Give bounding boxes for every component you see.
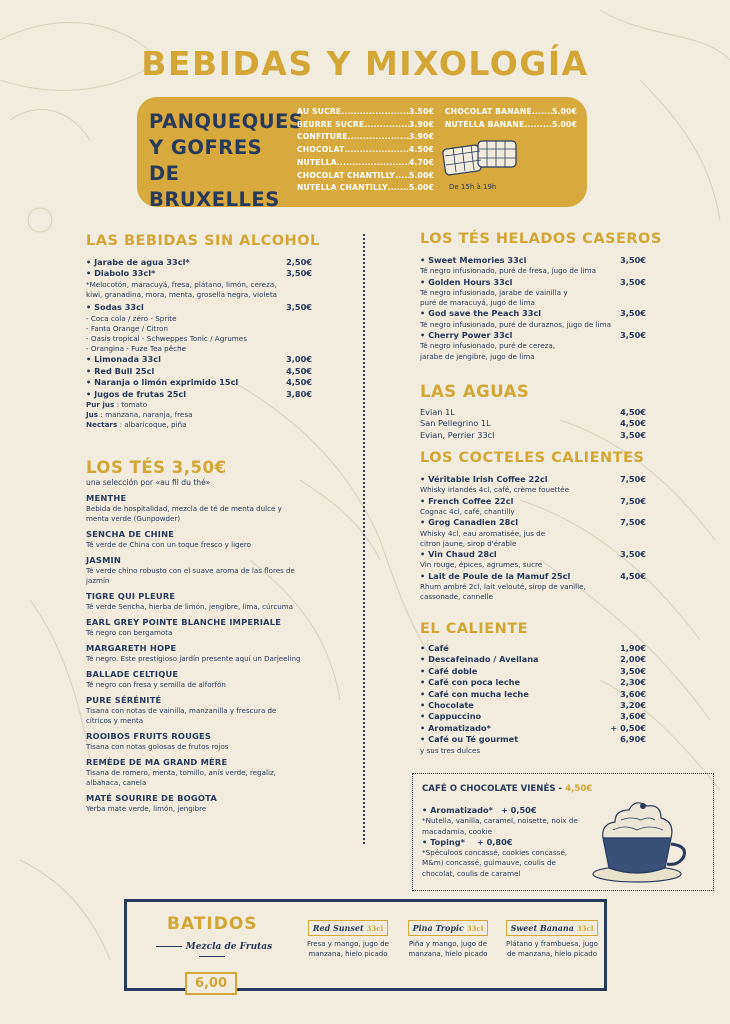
item-description: Té negro infusionado, jarabe de vainilla y puré de maracuyá, jugo de lima	[420, 288, 568, 308]
item-description: y sus tres dulces	[420, 745, 481, 755]
hours-text: De 15h à 19h	[449, 183, 497, 191]
viennois-options	[422, 805, 582, 879]
item-description: Jus : manzana, naranja, fresa	[86, 410, 193, 420]
item-description: Whisky 4cl, eau aromatisée, jus de citron jaune, sirop d'érable	[420, 528, 546, 548]
menu-item: • Café ou Té gourmet 6,90€	[420, 734, 646, 745]
item-description: Whisky irlandés 4cl, café, crème fouettée	[420, 485, 570, 495]
waters-section	[420, 382, 646, 441]
menu-item: • Diabolo 33cl* 3,50€	[86, 268, 312, 279]
tea-description: Tisana con notas de vainilla, manzanilla y frescura de cítricos y menta	[86, 706, 277, 725]
tea-name: MARGARETH HOPE	[86, 643, 177, 653]
coffee-cup-icon	[585, 796, 705, 886]
list-item: CHOCOLAT BANANE ..... 5.00€	[445, 106, 577, 119]
tea-description: Té verde Sencha, hierba de limón, jengibre, lima, cúrcuma	[86, 602, 293, 611]
tea-name: EARL GREY POINTE BLANCHE IMPERIALE	[86, 617, 282, 627]
shake-description: Plátano y frambuesa, jugo de manzana, hielo picado	[506, 940, 598, 958]
item-description: - Orangina - Fuze Tea pêche	[86, 344, 187, 354]
section-subtitle: una selección por «au fil du thé»	[86, 478, 211, 487]
menu-item: • Véritable Irish Coffee 22cl 7,50€	[420, 474, 646, 485]
item-description: Vin rouge, épices, agrumes, sucre	[420, 560, 543, 570]
batidos-box	[124, 899, 607, 991]
tea-description: Yerba mate verde, limón, jengibre	[86, 804, 207, 813]
tea-description: Té negro con bergamota	[86, 628, 173, 637]
list-item: CONFITURE ..... 3.90€	[297, 131, 434, 144]
menu-item: • Sweet Memories 33cl 3,50€	[420, 255, 646, 266]
tea-name: MATÉ SOURIRE DE BOGOTA	[86, 793, 217, 803]
pancakes-title: PANQUEQUES Y GOFRES DE BRUXELLES	[149, 110, 304, 211]
tea-description: Té verde de China con un toque fresco y ligero	[86, 540, 252, 549]
menu-item: Evian, Perrier 33cl 3,50€	[420, 429, 646, 440]
menu-item: • Chocolate 3,20€	[420, 700, 646, 711]
menu-item: • Aromatizado* + 0,50€	[422, 805, 582, 816]
menu-item: • Sodas 33cl 3,50€	[86, 302, 312, 313]
tea-name: PURE SÉRÉNITÉ	[86, 695, 162, 705]
menu-item: • Naranja o limón exprimido 15cl 4,50€	[86, 377, 312, 388]
section-heading: LOS TÉS HELADOS CASEROS	[420, 231, 662, 247]
shake-name: Pina Tropic 33cl	[408, 920, 489, 936]
item-description: Té negro infusionado, puré de cereza, jarabe de jengibre, jugo de lima	[420, 341, 556, 361]
menu-item: • Jarabe de agua 33cl* 2,50€	[86, 257, 312, 268]
viennois-box	[412, 773, 714, 891]
tea-description: Té negro con fresa y semilla de alforfón	[86, 680, 226, 689]
section-heading: LAS AGUAS	[420, 382, 530, 401]
list-item: CHOCOLAT ..... 4.50€	[297, 144, 434, 157]
teas-section	[86, 458, 301, 814]
menu-item: • French Coffee 22cl 7,50€	[420, 496, 646, 507]
menu-item: • Café 1,90€	[420, 643, 646, 654]
menu-item: San Pellegrino 1L 4,50€	[420, 418, 646, 429]
shake-item	[302, 916, 394, 959]
item-description: Nectars : albaricoque, piña	[86, 420, 187, 430]
tea-name: JASMIN	[86, 555, 121, 565]
item-description: Té negro infusionado, puré de duraznos, jugo de lima	[420, 319, 612, 329]
list-item: NUTELLA BANANE ..... 5.00€	[445, 119, 577, 132]
list-item: BEURRE SUCRE ..... 3.90€	[297, 119, 434, 132]
tea-name: BALLADE CELTIQUE	[86, 669, 179, 679]
section-heading: LOS COCTELES CALIENTES	[420, 450, 645, 466]
tea-name: REMÈDE DE MA GRAND MÈRE	[86, 757, 228, 767]
viennois-heading: CAFÉ O CHOCOLATE VIENÉS - 4,50€	[422, 784, 593, 794]
tea-name: SENCHA DE CHINE	[86, 529, 175, 539]
iced-teas-section	[420, 231, 662, 362]
tea-description: Tisana de romero, menta, tomillo, anís verde, regaliz, albahaca, canela	[86, 768, 276, 787]
item-description: *Spéculoos concassé, cookies concassé, M&m) concassé, guimauve, coulis de chocolat, coulis de caramel	[422, 848, 568, 878]
tea-description: Té verde chino robusto con el suave aroma de las flores de jazmín	[86, 566, 295, 585]
shake-description: Piña y mango, jugo de manzana, hielo picado	[408, 940, 488, 958]
column-divider	[363, 234, 365, 844]
pancakes-list-2	[445, 106, 577, 131]
menu-item: • Aromatizado* + 0,50€	[420, 723, 646, 734]
list-item: AU SUCRE ..... 3.50€	[297, 106, 434, 119]
tea-description: Bebida de hospitalidad, mezcla de té de menta dulce y menta verde (Gunpowder)	[86, 504, 282, 523]
pancakes-box	[137, 97, 587, 211]
menu-item: • Limonada 33cl 3,00€	[86, 354, 312, 365]
hot-cocktails-section	[420, 450, 646, 602]
batidos-subtitle: Mezcla de Frutas	[137, 942, 287, 962]
menu-item: • Cappuccino 3,60€	[420, 711, 646, 722]
item-description: - Oasis tropical - Schweppes Tonic / Agrumes	[86, 334, 247, 344]
shake-name: Sweet Banana 33cl	[506, 920, 599, 936]
menu-item: • Cherry Power 33cl 3,50€	[420, 330, 646, 341]
menu-item: • Golden Hours 33cl 3,50€	[420, 277, 646, 288]
list-item: NUTELLA CHANTILLY ..... 5.00€	[297, 182, 434, 195]
item-description: Rhum ambré 2cl, lait velouté, sirop de vanille, cassonade, cannelle	[420, 582, 586, 602]
menu-item: • Toping* + 0,80€	[422, 837, 582, 848]
batidos-price: 6,00	[185, 972, 237, 995]
hot-drinks-section	[420, 621, 646, 756]
tea-name: TIGRE QUI PLEURE	[86, 591, 176, 601]
item-description: - Coca cola / zéro - Sprite	[86, 313, 177, 323]
menu-item: • Café doble 3,50€	[420, 666, 646, 677]
menu-item: • Lait de Poule de la Mamuf 25cl 4,50€	[420, 571, 646, 582]
shake-item	[502, 916, 602, 959]
waffle-icon	[442, 137, 522, 177]
menu-item: • Café con poca leche 2,30€	[420, 677, 646, 688]
menu-item: • Vin Chaud 28cl 3,50€	[420, 549, 646, 560]
menu-item: • Red Bull 25cl 4,50€	[86, 366, 312, 377]
pancakes-list-1	[297, 106, 434, 195]
item-description: *Melocotón, maracuyá, fresa, plátano, limón, cereza, kiwi, granadina, mora, menta, grosella negra, violeta	[86, 279, 278, 300]
section-heading: LAS BEBIDAS SIN ALCOHOL	[86, 233, 320, 249]
shake-description: Fresa y mango, jugo de manzana, hielo picado	[307, 940, 389, 958]
soft-drinks-section	[86, 233, 320, 431]
page-title: BEBIDAS Y MIXOLOGÍA	[141, 44, 589, 83]
tea-name: MENTHE	[86, 493, 127, 503]
batidos-title: BATIDOS	[167, 914, 258, 934]
shake-name: Red Sunset 33cl	[308, 920, 388, 936]
menu-item: • Café con mucha leche 3,60€	[420, 689, 646, 700]
list-item: NUTELLA ..... 4.70€	[297, 157, 434, 170]
menu-item: Evian 1L 4,50€	[420, 407, 646, 417]
section-heading: LOS TÉS 3,50€	[86, 458, 227, 477]
tea-description: Té negro. Este prestigioso jardín presente aquí un Darjeeling	[86, 654, 301, 663]
section-heading: EL CALIENTE	[420, 621, 529, 637]
item-description: Pur jus : tomato	[86, 400, 148, 410]
item-description: - Fanta Orange / Citron	[86, 323, 168, 333]
list-item: CHOCOLAT CHANTILLY ..... 5.00€	[297, 170, 434, 183]
item-description: Cognac 4cl, café, chantilly	[420, 507, 515, 517]
shake-item	[402, 916, 494, 959]
tea-description: Tisana con notas golosas de frutos rojos	[86, 742, 229, 751]
menu-item: • Jugos de frutas 25cl 3,80€	[86, 389, 312, 400]
menu-item: • Grog Canadien 28cl 7,50€	[420, 517, 646, 528]
tea-name: ROOIBOS FRUITS ROUGES	[86, 731, 212, 741]
menu-item: • Descafeinado / Avellana 2,00€	[420, 654, 646, 665]
item-description: Té negro infusionado, puré de fresa, jugo de lima	[420, 266, 596, 276]
item-description: *Nutella, vanilla, caramel, noisette, noix de macadamia, cookie	[422, 816, 578, 836]
menu-item: • God save the Peach 33cl 3,50€	[420, 308, 646, 319]
